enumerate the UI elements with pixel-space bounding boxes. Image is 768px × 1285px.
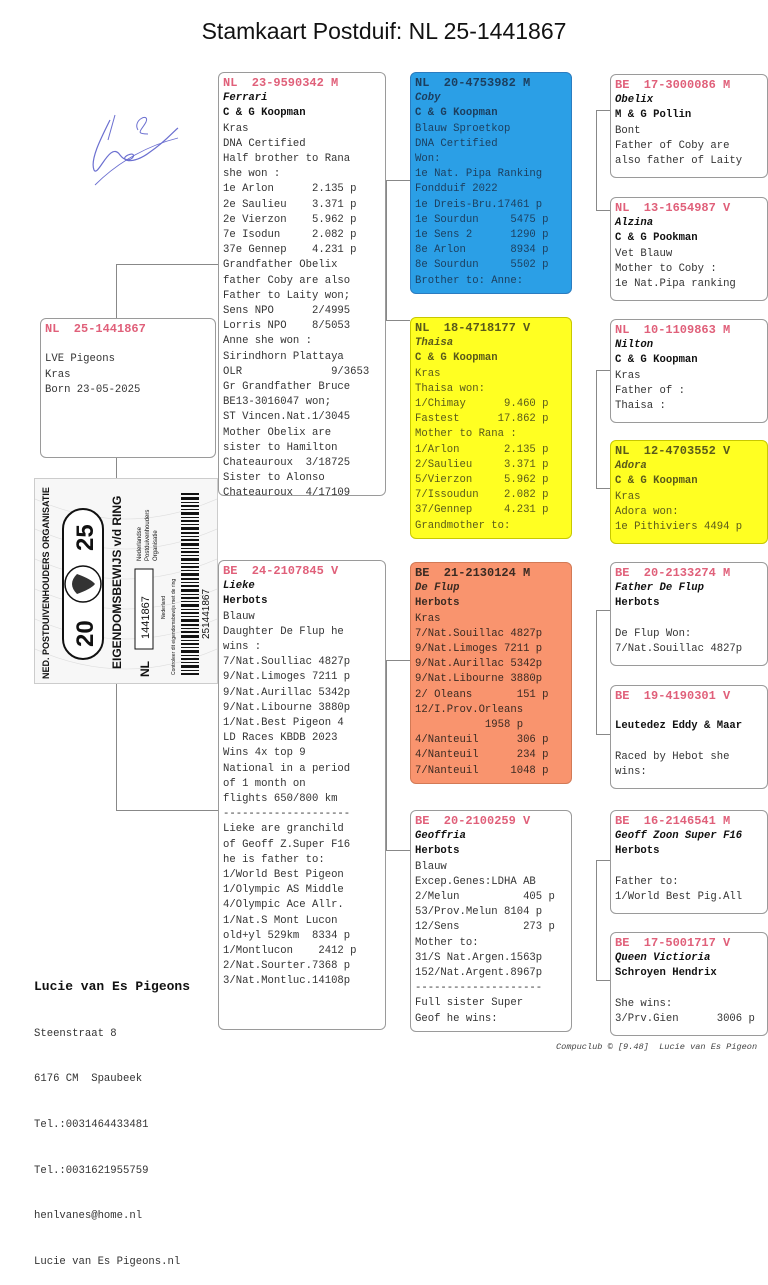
- connector-line: [386, 180, 387, 320]
- pedigree-note-line: 1/World Best Pigeon: [223, 869, 344, 882]
- pedigree-note-line: 1/World Best Pig.All: [615, 891, 743, 904]
- pedigree-note-line: [45, 337, 211, 352]
- pedigree-note-line: Raced by Hebot she: [615, 750, 730, 763]
- pedigree-note-line: 2e Saulieu 3.371 p: [223, 198, 357, 211]
- pedigree-note-line: 1/Chimay 9.460 p: [415, 398, 549, 411]
- pedigree-note-line: sister to Hamilton: [223, 441, 338, 454]
- pedigree-note-line: 2/Saulieu 3.371 p: [415, 458, 549, 471]
- pedigree-note-line: 37/Gennep 4.231 p: [415, 504, 549, 517]
- mother-card: [218, 560, 386, 1030]
- pedigree-note-line: 5/Vierzon 5.962 p: [415, 474, 549, 487]
- pigeon-name: Father De Flup: [615, 582, 705, 595]
- owner-name: C & G Koopman: [415, 352, 498, 365]
- pedigree-note-line: --------------------: [223, 808, 351, 821]
- pigeon-name: [615, 704, 763, 719]
- ring-card-year-right: 25: [72, 524, 99, 551]
- pedigree-note-line: DNA Certified: [223, 137, 306, 150]
- pedigree-note-line: 1/Olympic AS Middle: [223, 884, 344, 897]
- pedigree-note-line: Won:: [415, 153, 441, 166]
- pedigree-note-line: 31/S Nat.Argen.1563p: [415, 951, 543, 964]
- pigeon-name: Ferrari: [223, 92, 268, 105]
- footer-credit: Compuclub © [9.48] Lucie van Es Pigeon: [556, 1042, 758, 1052]
- ggp-mff-card: [610, 562, 768, 666]
- pedigree-note-line: Thaisa :: [615, 400, 666, 413]
- owner-name: Herbots: [223, 595, 268, 608]
- pedigree-note-line: Bont: [615, 124, 641, 137]
- ring-number: NL 12-4703552 V: [615, 444, 731, 458]
- pedigree-note-line: he is father to:: [223, 853, 325, 866]
- pedigree-note-line: Mother Obelix are: [223, 426, 332, 439]
- pedigree-note-line: Kras: [415, 612, 441, 625]
- pigeon-name: Nilton: [615, 339, 654, 352]
- connector-line: [596, 980, 610, 981]
- connector-line: [386, 320, 410, 321]
- ring-number: NL 23-9590342 M: [223, 76, 339, 90]
- pedigree-note-line: 1e Arlon 2.135 p: [223, 183, 357, 196]
- pedigree-note-line: OLR 9/3653: [223, 365, 370, 378]
- ring-card-graphic: [35, 479, 217, 683]
- pedigree-note-line: Grandmother to:: [415, 519, 511, 532]
- pedigree-note-line: she won :: [223, 168, 281, 181]
- pedigree-note-line: LD Races KBDB 2023: [223, 732, 338, 745]
- pigeon-name: Adora: [615, 460, 647, 473]
- ring-number: NL 25-1441867: [45, 322, 146, 336]
- pedigree-note-line: 4/Nanteuil 306 p: [415, 734, 549, 747]
- pedigree-note-line: Geof he wins:: [415, 1012, 498, 1025]
- pedigree-note-line: 1e Sens 2 1290 p: [415, 229, 549, 242]
- owner-name: Herbots: [415, 597, 460, 610]
- signature: [80, 100, 180, 190]
- pigeon-name: Obelix: [615, 94, 654, 107]
- owner-name: Herbots: [615, 597, 660, 610]
- breeder-website[interactable]: Lucie van Es Pigeons.nl: [34, 1255, 181, 1268]
- connector-line: [116, 264, 220, 265]
- owner-name: C & G Koopman: [223, 107, 306, 120]
- owner-name: Herbots: [415, 845, 460, 858]
- pedigree-note-line: Chateauroux 4/17109: [223, 487, 351, 496]
- connector-line: [596, 860, 610, 861]
- pigeon-name: Geoff Zoon Super F16: [615, 830, 743, 843]
- pedigree-note-line: Mother to:: [415, 936, 479, 949]
- connector-line: [596, 370, 597, 488]
- pedigree-note-line: 1/Arlon 2.135 p: [415, 443, 549, 456]
- pedigree-note-line: Chateauroux 3/18725: [223, 457, 351, 470]
- pedigree-note-line: 1e Dreis-Bru.17461 p: [415, 198, 543, 211]
- pedigree-note-line: Thaisa won:: [415, 382, 485, 395]
- pigeon-name: Coby: [415, 92, 441, 105]
- ggp-fmf-card: [610, 319, 768, 423]
- pedigree-note-line: 1/Nat.S Mont Lucon: [223, 914, 338, 927]
- pigeon-name: De Flup: [415, 582, 460, 595]
- ggp-fff-card: [610, 74, 768, 178]
- ring-number: BE 20-2133274 M: [615, 566, 731, 580]
- pedigree-note-line: Sirindhorn Plattaya: [223, 350, 344, 363]
- pedigree-note-line: Fondduif 2022: [415, 183, 498, 196]
- page-title: Stamkaart Postduif: NL 25-1441867: [201, 18, 567, 44]
- ring-card-npo-1: Nederlandse: [137, 526, 143, 561]
- owner-name: Schroyen Hendrix: [615, 967, 717, 980]
- breeder-address: Steenstraat 8: [34, 1027, 117, 1040]
- pedigree-note-line: 8e Sourdun 5502 p: [415, 259, 549, 272]
- ring-ownership-card: [34, 478, 218, 684]
- ring-number: NL 18-4718177 V: [415, 321, 531, 335]
- pedigree-note-line: Kras: [415, 367, 441, 380]
- pedigree-note-line: Wins 4x top 9: [223, 747, 306, 760]
- pedigree-note-line: Gr Grandfather Bruce: [223, 381, 351, 394]
- pedigree-note-line: LVE Pigeons: [45, 353, 115, 366]
- pedigree-note-line: 12/Sens 273 p: [415, 921, 555, 934]
- owner-name: C & G Koopman: [615, 354, 698, 367]
- pedigree-note-line: Lieke are granchild: [223, 823, 344, 836]
- pedigree-note-line: 2/Nat.Sourter.7368 p: [223, 960, 351, 973]
- pedigree-note-line: 2e Vierzon 5.962 p: [223, 213, 357, 226]
- connector-line: [386, 850, 410, 851]
- ggp-ffm-card: [610, 197, 768, 301]
- owner-name: Leutedez Eddy & Maar: [615, 720, 743, 733]
- breeder-info: [34, 948, 190, 1285]
- pedigree-note-line: National in a period: [223, 762, 351, 775]
- pedigree-note-line: DNA Certified: [415, 137, 498, 150]
- ring-card-note: Controleer dit eigendomsbewijs met de ring: [171, 578, 177, 675]
- pedigree-note-line: Lorris NPO 8/5053: [223, 320, 351, 333]
- pedigree-note-line: 9/Nat.Aurillac 5342p: [223, 686, 351, 699]
- subject-card: [40, 318, 216, 458]
- pedigree-note-line: De Flup Won:: [615, 627, 692, 640]
- pedigree-note-line: 1e Nat. Pipa Ranking: [415, 168, 543, 181]
- breeder-email[interactable]: henlvanes@home.nl: [34, 1210, 143, 1223]
- pedigree-note-line: 1e Sourdun 5475 p: [415, 213, 549, 226]
- connector-line: [596, 110, 597, 210]
- pedigree-note-line: Adora won:: [615, 505, 679, 518]
- pigeon-name: Lieke: [223, 580, 255, 593]
- pedigree-note-line: [615, 735, 763, 750]
- pedigree-note-line: Father of Coby are: [615, 139, 730, 152]
- connector-line: [596, 610, 597, 734]
- pedigree-note-line: Kras: [223, 122, 249, 135]
- pedigree-note-line: Kras: [615, 369, 641, 382]
- pedigree-note-line: 1/Nat.Best Pigeon 4: [223, 717, 344, 730]
- owner-name: Herbots: [615, 845, 660, 858]
- maternal-grandmother-card: [410, 810, 572, 1032]
- ring-number: BE 19-4190301 V: [615, 689, 731, 703]
- ring-card-country-label: Nederland: [161, 595, 167, 619]
- ring-number: BE 24-2107845 V: [223, 564, 339, 578]
- pigeon-name: Geoffria: [415, 830, 466, 843]
- pigeon-name: Queen Victioria: [615, 952, 711, 965]
- pedigree-note-line: Blauw Sproetkop: [415, 122, 511, 135]
- owner-name: C & G Koopman: [615, 475, 698, 488]
- pedigree-note-line: 7/Nat.Soulliac 4827p: [223, 656, 351, 669]
- pedigree-note-line: Brother to: Anne:: [415, 274, 524, 287]
- ggp-fmm-card: [610, 440, 768, 544]
- ring-card-npo-3: Organisatie: [153, 530, 159, 561]
- pedigree-note-line: old+yl 529km 8334 p: [223, 929, 351, 942]
- ring-card-npo-2: Postduivenhouders: [145, 509, 151, 561]
- ring-card-organisation: NED. POSTDUIVENHOUDERS ORGANISATIE: [41, 487, 51, 679]
- pedigree-note-line: Excep.Genes:LDHA AB: [415, 875, 536, 888]
- pedigree-note-line: wins :: [223, 641, 262, 654]
- pedigree-note-line: 1958 p: [415, 719, 524, 732]
- pedigree-note-line: 37e Gennep 4.231 p: [223, 244, 357, 257]
- breeder-postcode: 6176 CM Spaubeek: [34, 1073, 143, 1086]
- pedigree-note-line: 8e Arlon 8934 p: [415, 244, 549, 257]
- ring-number: NL 10-1109863 M: [615, 323, 731, 337]
- ring-number: NL 20-4753982 M: [415, 76, 531, 90]
- pedigree-note-line: Mother to Coby :: [615, 262, 717, 275]
- pedigree-note-line: 3/Prv.Gien 3006 p: [615, 1013, 755, 1026]
- pedigree-note-line: Full sister Super: [415, 997, 524, 1010]
- pedigree-note-line: Kras: [45, 368, 71, 381]
- ring-number: BE 17-5001717 V: [615, 936, 731, 950]
- pedigree-note-line: Blauw: [223, 610, 255, 623]
- pedigree-note-line: [615, 982, 763, 997]
- breeder-phone-2: Tel.:0031621955759: [34, 1164, 149, 1177]
- pedigree-note-line: Kras: [615, 490, 641, 503]
- pedigree-note-line: Father to Laity won;: [223, 289, 351, 302]
- paternal-grandmother-card: [410, 317, 572, 539]
- pedigree-note-line: 7/Nat.Souillac 4827p: [415, 627, 543, 640]
- pedigree-note-line: Blauw: [415, 860, 447, 873]
- pedigree-note-line: Father of :: [615, 384, 685, 397]
- pedigree-note-line: [615, 860, 763, 875]
- ring-number: BE 16-2146541 M: [615, 814, 731, 828]
- pedigree-note-line: Daughter De Flup he: [223, 625, 344, 638]
- pedigree-note-line: of Geoff Z.Super F16: [223, 838, 351, 851]
- connector-line: [386, 660, 410, 661]
- pedigree-note-line: 1e Pithiviers 4494 p: [615, 521, 743, 534]
- ggp-mfm-card: [610, 685, 768, 789]
- pedigree-note-line: BE13-3016047 won;: [223, 396, 332, 409]
- pedigree-note-line: 9/Nat.Libourne 3880p: [223, 701, 351, 714]
- pedigree-note-line: Fastest 17.862 p: [415, 413, 549, 426]
- pedigree-note-line: 4/Olympic Ace Allr.: [223, 899, 344, 912]
- pedigree-note-line: 152/Nat.Argent.8967p: [415, 967, 543, 980]
- father-card: [218, 72, 386, 496]
- pedigree-note-line: 7/Issoudun 2.082 p: [415, 489, 549, 502]
- pedigree-note-line: Grandfather Obelix: [223, 259, 338, 272]
- pedigree-note-line: of 1 month on: [223, 777, 306, 790]
- pigeon-name: Alzina: [615, 217, 654, 230]
- pedigree-note-line: Vet Blauw: [615, 247, 673, 260]
- owner-name: C & G Koopman: [415, 107, 498, 120]
- pedigree-note-line: She wins:: [615, 997, 673, 1010]
- pigeon-name: Thaisa: [415, 337, 454, 350]
- pedigree-note-line: wins:: [615, 766, 647, 779]
- connector-line: [596, 734, 610, 735]
- ring-card-year-left: 20: [72, 620, 99, 647]
- connector-line: [596, 860, 597, 980]
- pedigree-note-line: 2/ Oleans 151 p: [415, 688, 549, 701]
- connector-line: [596, 210, 610, 211]
- pedigree-note-line: 7e Isodun 2.082 p: [223, 229, 357, 242]
- connector-line: [386, 660, 387, 850]
- pedigree-note-line: 12/I.Prov.Orleans: [415, 703, 524, 716]
- pedigree-note-line: 1e Nat.Pipa ranking: [615, 278, 736, 291]
- breeder-name: Lucie van Es Pigeons: [34, 979, 191, 995]
- ring-number: BE 20-2100259 V: [415, 814, 531, 828]
- paternal-grandfather-card: [410, 72, 572, 294]
- pedigree-note-line: 2/Melun 405 p: [415, 891, 555, 904]
- maternal-grandfather-card: [410, 562, 572, 784]
- pedigree-note-line: 9/Nat.Libourne 3880p: [415, 673, 543, 686]
- pedigree-note-line: 9/Nat.Limoges 7211 p: [415, 643, 543, 656]
- ggp-mmf-card: [610, 810, 768, 914]
- pedigree-note-line: 3/Nat.Montluc.14108p: [223, 975, 351, 988]
- pedigree-note-line: Anne she won :: [223, 335, 313, 348]
- connector-line: [596, 110, 610, 111]
- pedigree-note-line: Father to:: [615, 875, 679, 888]
- pedigree-note-line: Half brother to Rana: [223, 153, 351, 166]
- ggp-mmm-card: [610, 932, 768, 1036]
- pedigree-note-line: ST Vincen.Nat.1/3045: [223, 411, 351, 424]
- ring-number: NL 13-1654987 V: [615, 201, 731, 215]
- connector-line: [596, 488, 610, 489]
- pedigree-note-line: 53/Prov.Melun 8104 p: [415, 906, 543, 919]
- pedigree-note-line: father Coby are also: [223, 274, 351, 287]
- pedigree-note-line: 9/Nat.Limoges 7211 p: [223, 671, 351, 684]
- pedigree-note-line: 4/Nanteuil 234 p: [415, 749, 549, 762]
- owner-name: M & G Pollin: [615, 109, 692, 122]
- pedigree-note-line: Sens NPO 2/4995: [223, 305, 351, 318]
- owner-name: C & G Pookman: [615, 232, 698, 245]
- pedigree-note-line: 9/Nat.Aurillac 5342p: [415, 658, 543, 671]
- connector-line: [116, 264, 117, 318]
- connector-line: [596, 610, 610, 611]
- ring-card-barcode-number: 251441867: [201, 588, 212, 639]
- connector-line: [386, 180, 410, 181]
- ring-card-document-title: EIGENDOMSBEWIJS v/d RING: [110, 495, 124, 669]
- pedigree-note-line: --------------------: [415, 982, 543, 995]
- pedigree-note-line: 1/Montlucon 2412 p: [223, 945, 357, 958]
- pedigree-note-line: Sister to Alonso: [223, 472, 325, 485]
- ring-card-ring-number: 1441867: [140, 596, 152, 639]
- pedigree-note-line: flights 650/800 km: [223, 793, 338, 806]
- pedigree-note-line: [615, 612, 763, 627]
- ring-number: BE 21-2130124 M: [415, 566, 531, 580]
- breeder-phone-1: Tel.:0031464433481: [34, 1119, 149, 1132]
- pedigree-note-line: 7/Nat.Souillac 4827p: [615, 643, 743, 656]
- ring-number: BE 17-3000086 M: [615, 78, 731, 92]
- pedigree-note-line: Born 23-05-2025: [45, 383, 141, 396]
- pedigree-note-line: also father of Laity: [615, 155, 743, 168]
- connector-line: [116, 810, 220, 811]
- pedigree-note-line: 7/Nanteuil 1048 p: [415, 764, 549, 777]
- connector-line: [596, 370, 610, 371]
- ring-card-country: NL: [138, 661, 152, 677]
- pedigree-note-line: Mother to Rana :: [415, 428, 517, 441]
